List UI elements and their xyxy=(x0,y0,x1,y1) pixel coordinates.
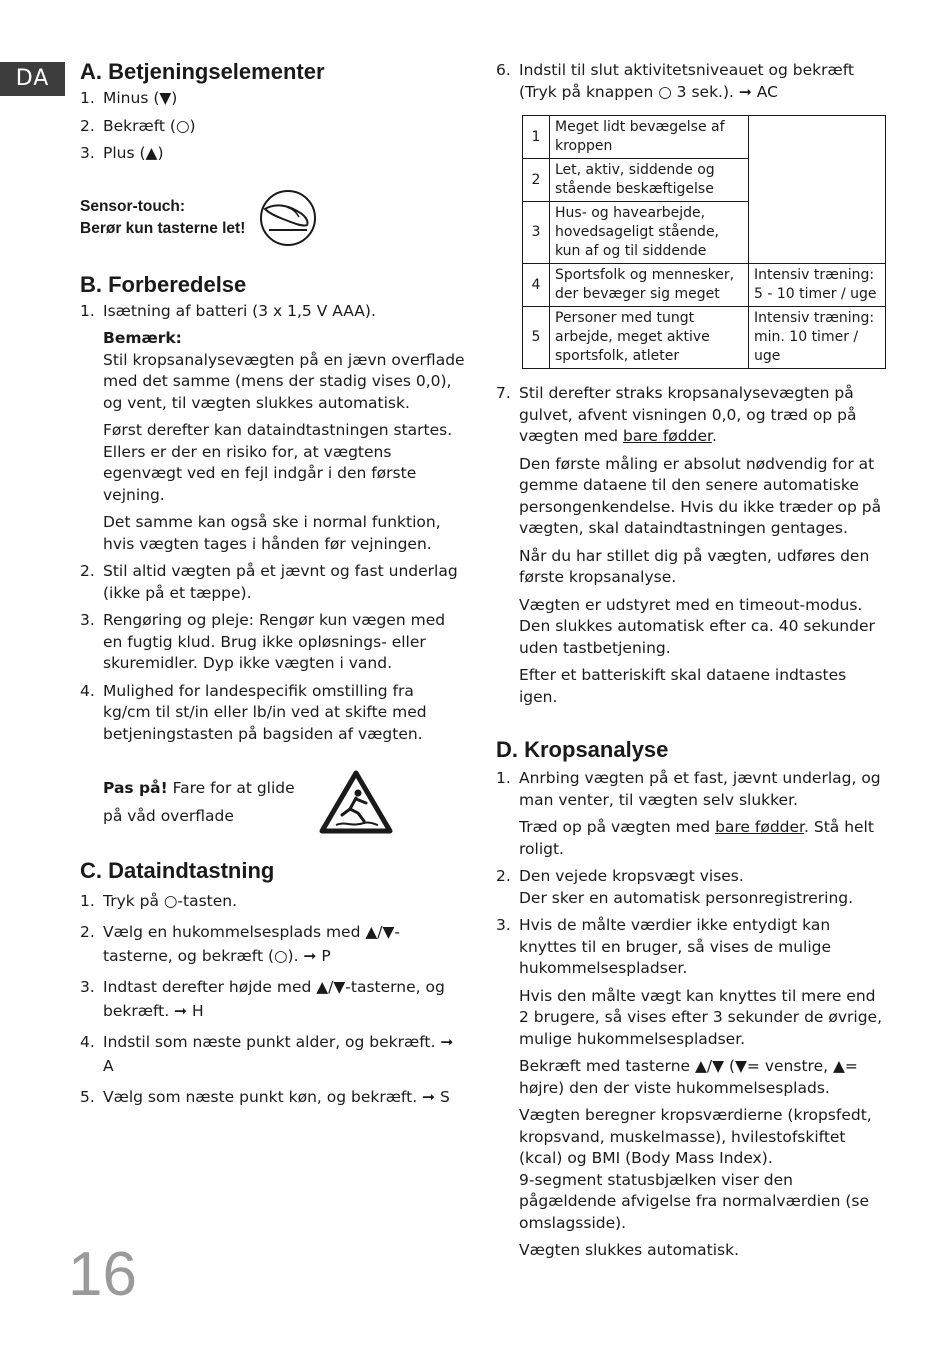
activity-description-cell: Personer med tungt arbejde, meget aktive sportsfolk, atleter xyxy=(550,307,749,369)
paragraph: Efter et batteriskift skal dataene indtastes igen. xyxy=(519,666,847,706)
finger-touch-icon xyxy=(257,187,319,249)
warning-text-line2: på våd overflade xyxy=(103,807,234,825)
item-number: 3. xyxy=(80,611,95,629)
activity-level-table xyxy=(522,115,886,369)
item-number: 2. xyxy=(80,116,95,135)
item-text xyxy=(519,383,888,448)
list-item xyxy=(80,889,465,913)
item-text: Rengøring og pleje: Rengør kun vægen med en fugtig klud. Brug ikke opløsnings- eller skuremidler. Dyp ikke vægten i vand. xyxy=(103,611,446,672)
table-row xyxy=(523,264,886,307)
paragraph: Når du har stillet dig på vægten, udføres den første kropsanalyse. xyxy=(519,546,870,586)
list-item xyxy=(80,610,465,675)
paragraph: Vægten slukkes automatisk. xyxy=(519,1241,740,1259)
underlined-text: bare fødder xyxy=(623,427,712,445)
list-item xyxy=(80,561,465,604)
activity-description-cell: Hus- og havearbejde, hovedsageligt stående, kun af og til siddende xyxy=(550,202,749,264)
underlined-text: bare fødder xyxy=(715,818,804,836)
section-c-title: C. Dataindtastning xyxy=(80,858,275,883)
list-item xyxy=(496,866,888,888)
item-text: Indstil som næste punkt alder, og bekræft. ➞ A xyxy=(103,1033,454,1075)
item-text: Minus (▼) xyxy=(103,89,178,107)
item-text-part: Stil derefter straks kropsanalysevægten på gulvet, afvent visningen 0,0, og træd op på vægten med xyxy=(519,384,857,445)
sensor-touch-note xyxy=(80,187,465,249)
text-part: Træd op på vægten med xyxy=(519,818,716,836)
item-text: Isætning af batteri (3 x 1,5 V AAA). xyxy=(103,301,376,320)
activity-level-cell: 4 xyxy=(523,264,550,307)
list-item xyxy=(80,301,465,323)
text-part: . Stå helt roligt. xyxy=(519,818,874,858)
paragraph: Bekræft med tasterne ▲/▼ (▼= venstre, ▲= højre) den der viste hukommelsesplads. xyxy=(519,1057,858,1097)
list-item xyxy=(496,383,888,448)
section-d-title: D. Kropsanalyse xyxy=(496,737,669,762)
item-text: Bekræft (○) xyxy=(103,116,196,135)
training-cell: Intensiv træning: min. 10 timer / uge xyxy=(749,307,886,369)
item-text: Tryk på ○-tasten. xyxy=(103,892,238,910)
list-item xyxy=(80,681,465,746)
note-paragraph: Det samme kan også ske i normal funktion, hvis vægten tages i hånden før vejningen. xyxy=(103,513,441,553)
paragraph: Vægten er udstyret med en timeout-modus. Den slukkes automatisk efter ca. 40 sekunder uden tastbetjening. xyxy=(519,595,875,657)
activity-level-cell: 5 xyxy=(523,307,550,369)
activity-level-cell: 3 xyxy=(523,202,550,264)
section-a-title: A. Betjeningselementer xyxy=(80,59,325,84)
item-text: Plus (▲) xyxy=(103,144,164,162)
slippery-floor-warning-icon xyxy=(318,769,394,835)
note-paragraph: Stil kropsanalysevægten på en jævn overflade med det samme (mens der stadig vises 0,0), og vent, til vægten slukkes automatisk. xyxy=(103,350,465,412)
paragraph: Der sker en automatisk personregistrering. xyxy=(519,888,854,907)
language-tab: DA xyxy=(0,62,65,96)
item-number: 1. xyxy=(496,769,511,787)
activity-level-cell: 2 xyxy=(523,159,550,202)
item-number: 4. xyxy=(80,681,95,700)
slip-warning xyxy=(103,769,465,835)
table-row xyxy=(523,307,886,369)
list-item xyxy=(496,915,888,980)
item-number: 3. xyxy=(496,916,511,934)
training-cell-empty xyxy=(749,116,886,264)
item-text: Mulighed for landespecifik omstilling fra kg/cm til st/in eller lb/in ved at skifte med betjeningstasten på bagsiden af vægten. xyxy=(103,681,427,743)
list-item xyxy=(80,88,465,110)
item-text: Vælg som næste punkt køn, og bekræft. ➞ S xyxy=(103,1088,450,1106)
item-number: 2. xyxy=(496,867,511,885)
activity-description-cell: Sportsfolk og mennesker, der bevæger sig meget xyxy=(550,264,749,307)
item-number: 7. xyxy=(496,384,511,402)
item-text: Indtast derefter højde med ▲/▼-tasterne, og bekræft. ➞ H xyxy=(103,978,445,1020)
warning-label: Pas på! xyxy=(103,779,168,797)
list-item xyxy=(80,143,465,165)
activity-level-cell: 1 xyxy=(523,116,550,159)
item-number: 3. xyxy=(80,144,95,162)
paragraph xyxy=(519,817,888,860)
note-block xyxy=(103,328,465,555)
item-number: 1. xyxy=(80,89,95,107)
note-label: Bemærk: xyxy=(103,329,182,347)
training-cell: Intensiv træning: 5 - 10 timer / uge xyxy=(749,264,886,307)
item-text: Anrbing vægten på et fast, jævnt underlag, og man venter, til vægten selv slukker. xyxy=(519,769,881,809)
table-row xyxy=(523,116,886,159)
item-number: 1. xyxy=(80,301,95,320)
activity-description-cell: Let, aktiv, siddende og stående beskæftigelse xyxy=(550,159,749,202)
list-item xyxy=(80,920,465,968)
list-item xyxy=(496,768,888,811)
list-item xyxy=(496,60,888,103)
left-column xyxy=(80,58,465,1116)
item-number: 6. xyxy=(496,61,511,79)
item-text-part: . xyxy=(711,427,717,445)
list-item xyxy=(80,116,465,138)
right-column xyxy=(496,60,888,1268)
paragraph: 9-segment statusbjælken viser den pågældende afvigelse fra normalværdien (se omslagsside). xyxy=(519,1170,870,1232)
item-text: Hvis de målte værdier ikke entydigt kan knyttes til en bruger, så vises de mulige hukommelsespladser. xyxy=(519,916,832,977)
item-text: Vælg en hukommelsesplads med ▲/▼-tasterne, og bekræft (○). ➞ P xyxy=(103,923,401,965)
warning-text: Fare for at glide xyxy=(172,779,295,797)
item-text: Stil altid vægten på et jævnt og fast underlag (ikke på et tæppe). xyxy=(103,562,458,602)
item-number: 5. xyxy=(80,1088,95,1106)
paragraph: Hvis den målte vægt kan knyttes til mere end 2 brugere, så vises efter 3 sekunder de øvrige, mulige hukommelsespladser. xyxy=(519,986,883,1048)
activity-description-cell: Meget lidt bevægelse af kroppen xyxy=(550,116,749,159)
item-text: Indstil til slut aktivitetsniveauet og bekræft (Tryk på knappen ○ 3 sek.). ➞ AC xyxy=(519,61,855,101)
paragraph: Den første måling er absolut nødvendig for at gemme dataene til den senere automatiske persongenkendelse. Hvis du ikke træder op på vægten, skal dataindtastningen gentages. xyxy=(519,454,882,537)
list-item xyxy=(80,1030,465,1078)
item-number: 3. xyxy=(80,978,95,996)
note-paragraph: Først derefter kan dataindtastningen startes. Ellers er der en risiko for, at vægtens egenvægt ved en fejl indgår i den første vejning. xyxy=(103,421,453,504)
page-number: 16 xyxy=(68,1240,137,1309)
section-b-title: B. Forberedelse xyxy=(80,271,247,297)
paragraph: Vægten beregner kropsværdierne (kropsfedt, kropsvand, muskelmasse), hvilestofskiftet (kcal) og BMI (Body Mass Index). xyxy=(519,1106,872,1167)
sensor-label: Sensor-touch: xyxy=(80,197,186,215)
item-text: Den vejede kropsvægt vises. xyxy=(519,867,744,885)
item-number: 1. xyxy=(80,892,95,910)
item-number: 4. xyxy=(80,1033,95,1051)
list-item xyxy=(80,975,465,1023)
list-item xyxy=(80,1085,465,1109)
sensor-text: Berør kun tasterne let! xyxy=(80,219,246,237)
item-number: 2. xyxy=(80,562,95,580)
item-number: 2. xyxy=(80,923,95,941)
